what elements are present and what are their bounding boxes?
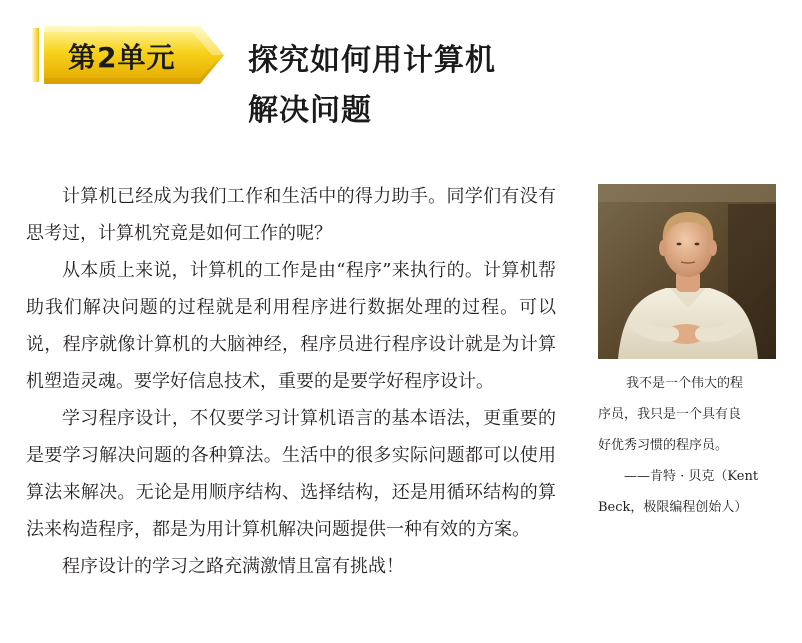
- paragraph: 程序设计的学习之路充满激情且富有挑战！: [62, 556, 404, 577]
- quote-block: [598, 368, 778, 523]
- portrait-image: [598, 184, 776, 359]
- quote-line: 我不是一个伟大的程: [626, 376, 744, 391]
- quote-line: 好优秀习惯的程序员。: [598, 438, 729, 453]
- body-text: [26, 178, 556, 585]
- unit-badge: [30, 24, 226, 86]
- unit-title-line1: 探究如何用计算机: [248, 43, 496, 78]
- paragraph: 计算机已经成为我们工作和生活中的得力助手。同学们有没有思考过，计算机究竟是如何工作的呢？: [26, 186, 556, 244]
- paragraph: 从本质上来说，计算机的工作是由“程序”来执行的。计算机帮助我们解决问题的过程就是利用程序进行数据处理的过程。可以说，程序就像计算机的大脑神经，程序员进行程序设计就是为计算机塑造灵魂。要学好信息技术，重要的是要学好程序设计。: [26, 260, 556, 392]
- paragraph: 学习程序设计，不仅要学习计算机语言的基本语法，更重要的是要学习解决问题的各种算法。生活中的很多实际问题都可以使用算法来解决。无论是用顺序结构、选择结构，还是用循环结构的算法来构造程序，都是为用计算机解决问题提供一种有效的方案。: [26, 408, 556, 540]
- unit-title-line2: 解决问题: [248, 93, 372, 128]
- quote-attribution: Beck，极限编程创始人）: [598, 500, 748, 515]
- quote-attribution: ——肯特 · 贝克（Kent: [624, 469, 759, 484]
- unit-label: 第2单元: [68, 41, 176, 74]
- kent-beck-photo: [598, 184, 776, 359]
- unit-title: [248, 36, 496, 136]
- quote-line: 序员，我只是一个具有良: [598, 407, 742, 422]
